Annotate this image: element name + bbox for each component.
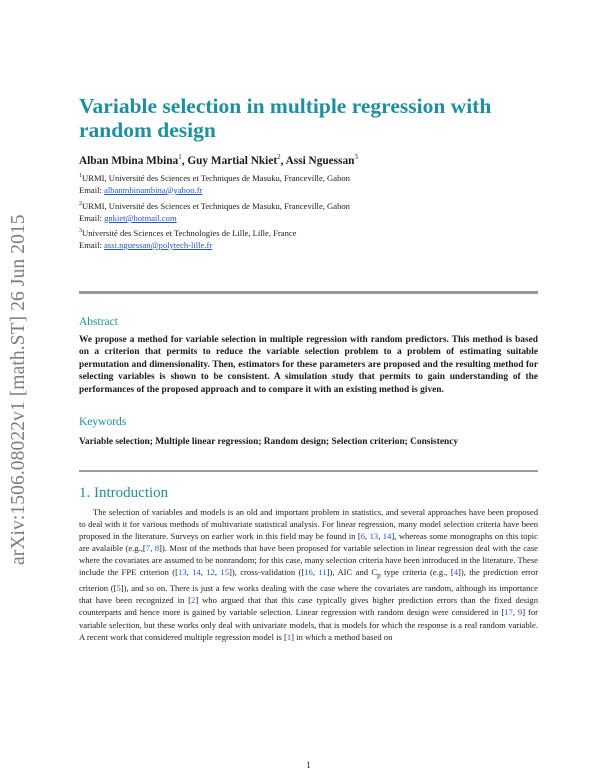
author-list: Alban Mbina Mbina$^1$, Guy Martial Nkiet$^2$, Assi Nguessan$^3$ <box>79 153 358 167</box>
citation-link[interactable]: 16 <box>304 567 313 578</box>
citation-link[interactable]: 8 <box>154 543 160 554</box>
affiliation-3 <box>79 225 297 251</box>
page-number: 1 <box>306 760 311 770</box>
email-link[interactable]: assi.nguessan@polytech-lille.fr <box>104 239 213 250</box>
citation-link[interactable]: 15 <box>220 567 229 578</box>
citation-link[interactable]: 17 <box>504 607 513 618</box>
section-divider-bottom <box>79 470 538 472</box>
affiliation-text: URMI, Université des Sciences et Techniques de Masuku, Franceville, Gabon <box>82 200 350 211</box>
citation-link[interactable]: 5 <box>116 583 121 594</box>
citation-link[interactable]: 13 <box>369 531 379 542</box>
email-link[interactable]: gnkiet@hotmail.com <box>104 212 177 223</box>
citation-link[interactable]: 14 <box>382 531 392 542</box>
keywords-text: Variable selection; Multiple linear regression; Random design; Selection criterion; Consistency <box>79 437 459 447</box>
affiliation-marker: 3 <box>79 228 82 234</box>
arxiv-identifier: arXiv:1506.08022v1 [math.ST] 26 Jun 2015 <box>8 214 29 565</box>
author-name: Assi Nguessan <box>285 154 355 167</box>
citation-link[interactable]: 1 <box>286 631 292 642</box>
keywords-heading: Keywords <box>79 416 127 428</box>
citation-link[interactable]: 7 <box>145 543 151 554</box>
citation-link[interactable]: 14 <box>192 567 201 578</box>
section-divider-top <box>79 291 538 294</box>
citation-link[interactable]: 6 <box>360 531 365 542</box>
author-name: Guy Martial Nkiet <box>187 154 278 167</box>
citation-link[interactable]: 9 <box>517 607 523 618</box>
citation-link[interactable]: 4 <box>453 567 458 578</box>
citation-link[interactable]: 2 <box>191 595 196 606</box>
citation-link[interactable]: 11 <box>318 567 327 578</box>
introduction-heading: 1. Introduction <box>79 485 169 501</box>
introduction-paragraph: The selection of variables and models is an old and important problem in statistics, and several approaches have been proposed to deal with it for various methods of multivariate statistical analysis. For linear regression, many model selection criteria have been proposed in the literature. Surveys on earlier work in this field may be found in [6, 13, 14], whereas some monographs on this topic are avalaible (e.g.,[7, 8]). Most of the methods that have been proposed for variable selection in linear regression deal with the case where the covariates are assumed to be nonrandom; for this case, many selection criteria have been introduced in the literature. These include the FPE criterion ([13, 14, 12, 15]), cross-validation ([16, 11]), AIC and $C_p$ type criteria (e.g., [4]), the prediction error criterion ([5]), and so on. There is just a few works dealing with the case where the covariates are random, although its importance that have been recognized in [2] who argued that that this case typically gives higher prediction errors than the fixed design counterparts and hence more is gained by variable selection. Linear regression with random design were considered in [17, 9] for variable selection, but these works only deal with univariate models, that is models for which the response is a real random variable. A recent work that considered multiple regression model is [1] in which a method based on <box>79 507 539 642</box>
citation-link[interactable]: 12 <box>206 567 215 578</box>
author-name: Alban Mbina Mbina <box>79 154 179 167</box>
affiliation-text: URMI, Université des Sciences et Techniques de Masuku, Franceville, Gabon <box>82 172 350 183</box>
paper-title: Variable selection in multiple regression with random design <box>79 94 492 142</box>
email-label: Email: <box>79 184 105 195</box>
email-label: Email: <box>79 239 105 250</box>
affiliation-text: Université des Sciences et Technologies de Lille, Lille, France <box>82 227 297 238</box>
abstract-text: We propose a method for variable selection in multiple regression with random predictors. This method is based on a criterion that permits to reduce the variable selection problem to a problem of estimating suitable permutation and dimensionality. Then, estimators for these parameters are proposed and the resulting method for selecting variables is shown to be consistent. A simulation study that permits to gain understanding of the performances of the proposed approach and to compare it with an existing method is given. <box>79 335 538 395</box>
affiliation-marker: 1 <box>79 173 82 179</box>
citation-link[interactable]: 13 <box>177 567 187 578</box>
email-label: Email: <box>79 212 105 223</box>
affiliation-2 <box>79 198 350 224</box>
author-affiliation-marker: 1 <box>178 153 182 161</box>
abstract-heading: Abstract <box>79 316 118 328</box>
author-affiliation-marker: 3 <box>354 153 358 161</box>
affiliation-1 <box>79 170 350 196</box>
affiliation-marker: 2 <box>79 201 82 207</box>
author-affiliation-marker: 2 <box>277 153 281 161</box>
subscript: p <box>377 572 381 581</box>
email-link[interactable]: albanmbinambina@yahoo.fr <box>104 184 203 195</box>
